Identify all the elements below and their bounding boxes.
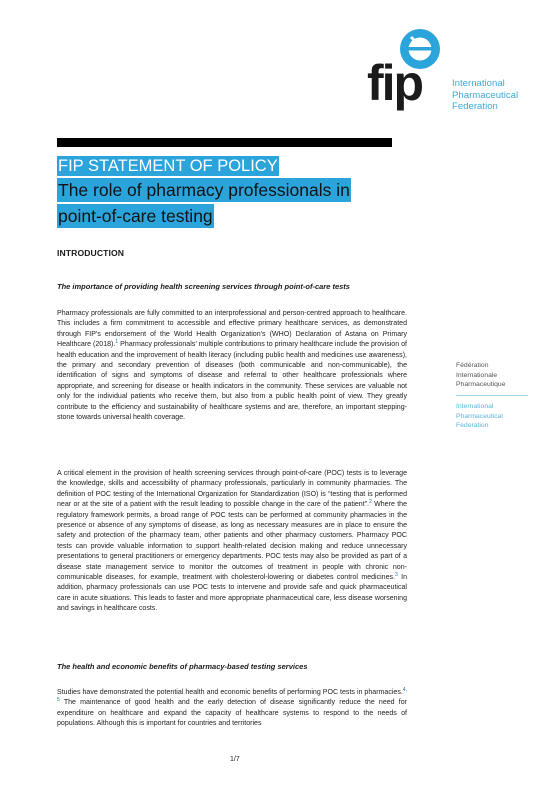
page-title-line-1: The role of pharmacy professionals in	[58, 180, 350, 200]
footnote-ref[interactable]: 3	[395, 572, 398, 579]
footnote-ref[interactable]: 1	[115, 339, 119, 346]
paragraph-text: The maintenance of good health and the early detection of disease significantly reduce the need for expenditure on healthcare and expand the capacity of healthcare systems to respond to the needs of populations. Although this is important for countries and territories	[57, 699, 407, 728]
paragraph-text: Studies have demonstrated the potential health and economic benefits of performing POC tests in pharmacies.	[57, 689, 403, 696]
org-name-line: Pharmaceutical	[452, 89, 519, 101]
paragraph-text: Pharmacy professionals’ multiple contributions to primary healthcare include the provision of health education and the improvement of health literacy (including public health and medicines use awareness), the primary and secondary prevention of diseases (both communicable and non-communicable), the identification of signs and symptoms of disease and referral to other healthcare professionals where appropriate, and screening for disease or health indicators in the community. These services are valuable not only for the individual patients who receive them, but also from a public health point of view. They greatly contribute to the efficiency and sustainability of healthcare systems and are, therefore, an important stepping-stone towards universal health coverage.	[57, 341, 407, 422]
paragraph-text: Pharmacy professionals are fully committed to an interprofessional and person-centred approach to healthcare. This includes a firm commitment to accessible and effective primary healthcare services, as demonstrated through FIP’s endorsement of the World Health Organization’s (WHO) Declaration of Astana on Primary Healthcare (2018).	[57, 310, 407, 349]
footnote-ref[interactable]: 2	[368, 499, 372, 506]
logo-wordmark: fip	[367, 55, 423, 111]
sidebar-line: Fédération	[456, 362, 489, 369]
sidebar-line: Pharmaceutique	[456, 381, 506, 389]
sidebar-line: Federation	[456, 422, 489, 430]
paragraph-text: A critical element in the provision of health screening services through point-of-care (POC) tests is to leverage the knowledge, skills and accessibility of pharmacy professionals, particularly in community pharmacies. The definition of POC testing of the International Organization for Standardization (ISO) is “testing that is performed near or at the site of a patient with the result leading to possible change in the care of the patient”.	[57, 470, 407, 509]
paragraph-2	[57, 469, 407, 615]
sidebar-line: Internationale	[456, 371, 498, 379]
sidebar-name-english	[456, 402, 536, 431]
paragraph-text: Where the regulatory framework permits, a broad range of POC tests can be performed at community pharmacies in the presence or absence of any symptoms of disease, as long as necessary measures are in place to ensure the safety and protection of the pharmacy team, other patients and other pharmacy customers. Pharmacy POC tests can provide valuable information to support health-related decision making and reduce unnecessary presentations to general practitioners or emergency departments. POC tests may also be provided as part of a disease state management service to monitor the outcomes of treatment in people with chronic non-communicable diseases, for example, treatment with cholesterol-lowering or diabetes control medicines.	[57, 501, 407, 582]
org-name-line: Federation	[452, 101, 498, 112]
title-rule	[57, 138, 392, 147]
subheading-importance: The importance of providing health screening services through point-of-care tests	[57, 282, 350, 291]
section-heading: INTRODUCTION	[57, 248, 125, 258]
footnote-ref[interactable]: 4, 5	[57, 687, 407, 704]
sidebar-line: International	[456, 403, 494, 410]
paragraph-3	[57, 688, 407, 730]
sidebar-name-french	[456, 361, 536, 390]
sidebar-divider	[456, 395, 528, 396]
policy-kicker: FIP STATEMENT OF POLICY	[58, 157, 278, 175]
paragraph-text: In addition, pharmacy professionals can use POC tests to intervene and provide safe and quick pharmaceutical care in acute situations. This leads to faster and more appropriate pharmaceutical care, less disease worsening and savings in healthcare costs.	[57, 574, 408, 613]
sidebar-line: Pharmaceutical	[456, 412, 503, 420]
page-number: 1/7	[230, 756, 240, 763]
paragraph-1	[57, 309, 407, 423]
org-name-line: International	[452, 78, 505, 89]
org-name	[452, 78, 518, 113]
subheading-benefits: The health and economic benefits of pharmacy-based testing services	[57, 662, 308, 671]
page-title-line-2: point-of-care testing	[58, 206, 213, 226]
